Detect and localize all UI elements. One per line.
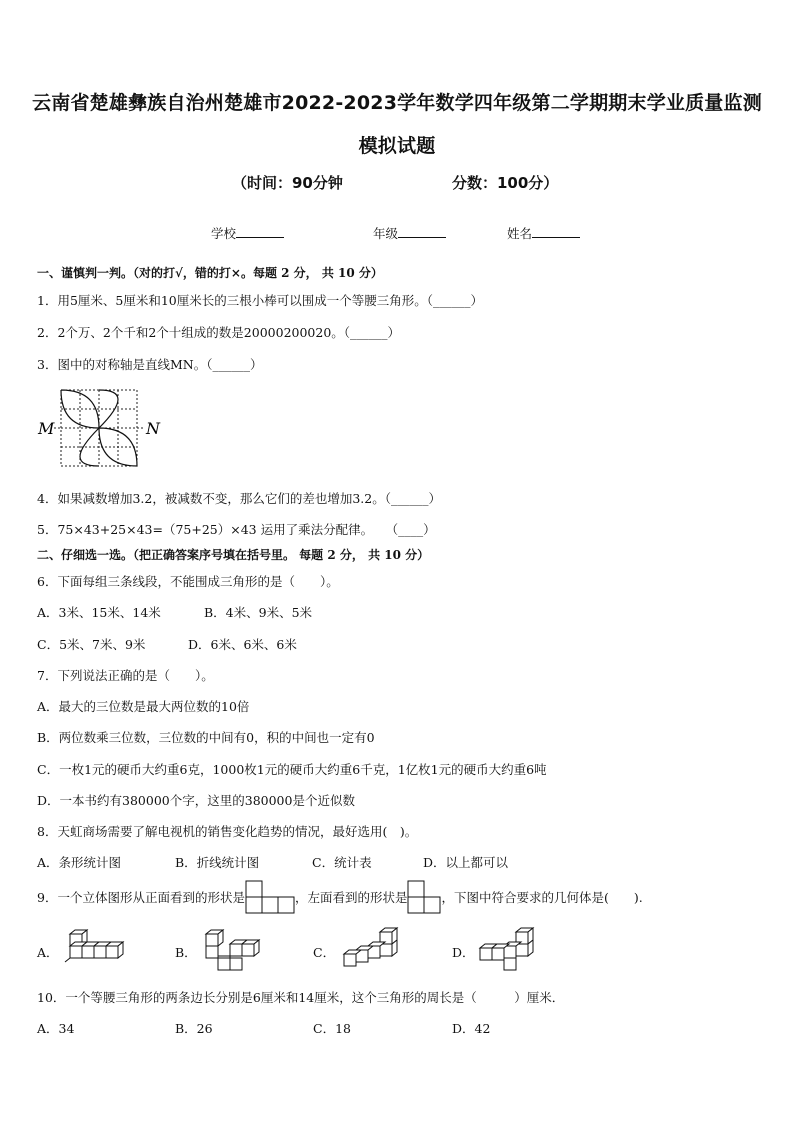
q8-option-a[interactable]: A．条形统计图: [37, 855, 122, 870]
symmetry-figure: [36, 386, 166, 476]
q9-option-d[interactable]: D．: [452, 945, 475, 960]
left-view-figure: [407, 880, 441, 917]
q7-option-b[interactable]: B．两位数乘三位数，三位数的中间有0，积的中间也一定有0: [37, 730, 375, 745]
q10-option-c[interactable]: C．18: [313, 1021, 351, 1036]
q7-option-a[interactable]: A．最大的三位数是最大两位数的10倍: [37, 699, 250, 714]
school-label: 学校: [211, 226, 237, 241]
q6-option-a[interactable]: A．3米、15米、14米: [37, 605, 161, 620]
name-blank[interactable]: [532, 225, 580, 238]
grade-field: [373, 224, 446, 242]
q7-option-c[interactable]: C．一枚1元的硬币大约重6克，1000枚1元的硬币大约重6千克，1亿枚1元的硬币大约重6吨: [37, 762, 547, 777]
q8-option-c[interactable]: C．统计表: [312, 855, 372, 870]
name-label: 姓名: [507, 226, 533, 241]
school-field: [211, 224, 284, 242]
grade-label: 年级: [373, 226, 399, 241]
page-title-line2: 模拟试题: [358, 135, 436, 157]
q10-option-d[interactable]: D．42: [452, 1021, 491, 1036]
q7-option-d[interactable]: D．一本书约有380000个字，这里的380000是个近似数: [37, 793, 355, 808]
q9-option-b-cubes[interactable]: [200, 928, 270, 980]
q9-option-a-cubes[interactable]: [62, 928, 132, 974]
section1-heading: 一、谨慎判一判。（对的打√，错的打×。每题 2 分， 共 10 分）: [37, 266, 383, 280]
name-field: [507, 224, 580, 242]
question-10: 10．一个等腰三角形的两条边长分别是6厘米和14厘米，这个三角形的周长是（ ）厘米．: [37, 990, 565, 1005]
q9-option-d-cubes[interactable]: [478, 926, 548, 978]
q9-option-b[interactable]: B．: [175, 945, 197, 960]
q9-option-c[interactable]: C．: [313, 945, 336, 960]
q6-option-c[interactable]: C．5米、7米、9米: [37, 637, 146, 652]
q10-option-a[interactable]: A．34: [37, 1021, 75, 1036]
q9-text-3: ，下图中符合要求的几何体是( ).: [441, 890, 643, 905]
symmetry-grid-figure: [36, 386, 166, 472]
question-2: 2．2个万、2个千和2个十组成的数是20000200020。（______）: [37, 325, 401, 340]
q8-option-b[interactable]: B．折线统计图: [175, 855, 260, 870]
question-4: 4．如果减数增加3.2，被减数不变，那么它们的差也增加3.2。（______）: [37, 491, 441, 506]
question-8: 8．天虹商场需要了解电视机的销售变化趋势的情况，最好选用( )。: [37, 824, 418, 839]
front-view-figure: [245, 880, 295, 917]
grade-blank[interactable]: [398, 225, 446, 238]
label-m: M: [38, 419, 55, 438]
section2-heading: 二、仔细选一选。（把正确答案序号填在括号里。 每题 2 分， 共 10 分）: [37, 548, 430, 562]
q8-option-d[interactable]: D．以上都可以: [423, 855, 509, 870]
q9-option-c-cubes[interactable]: [340, 926, 410, 978]
question-7: 7．下列说法正确的是（ ）。: [37, 668, 214, 683]
question-6: 6．下面每组三条线段，不能围成三角形的是（ ）。: [37, 574, 339, 589]
q6-option-d[interactable]: D．6米、6米、6米: [188, 637, 297, 652]
q9-text-2: ，左面看到的形状是: [294, 890, 408, 905]
question-3: 3．图中的对称轴是直线MN。（______）: [37, 357, 263, 372]
exam-time: （时间：90分钟: [232, 174, 343, 192]
page-title: 云南省楚雄彝族自治州楚雄市2022-2023学年数学四年级第二学期期末学业质量监测: [32, 92, 762, 114]
label-n: N: [146, 419, 160, 438]
question-9: [37, 880, 643, 917]
q9-option-a[interactable]: A．: [37, 945, 59, 960]
q9-text-1: 9．一个立体图形从正面看到的形状是: [37, 890, 245, 905]
question-5: 5．75×43+25×43=（75+25）×43 运用了乘法分配律。 （____）: [37, 522, 436, 537]
q10-option-b[interactable]: B．26: [175, 1021, 213, 1036]
school-blank[interactable]: [236, 225, 284, 238]
question-1: 1．用5厘米、5厘米和10厘米长的三根小棒可以围成一个等腰三角形。（______）: [37, 293, 484, 308]
exam-score: 分数：100分）: [452, 174, 559, 192]
q6-option-b[interactable]: B．4米、9米、5米: [204, 605, 313, 620]
